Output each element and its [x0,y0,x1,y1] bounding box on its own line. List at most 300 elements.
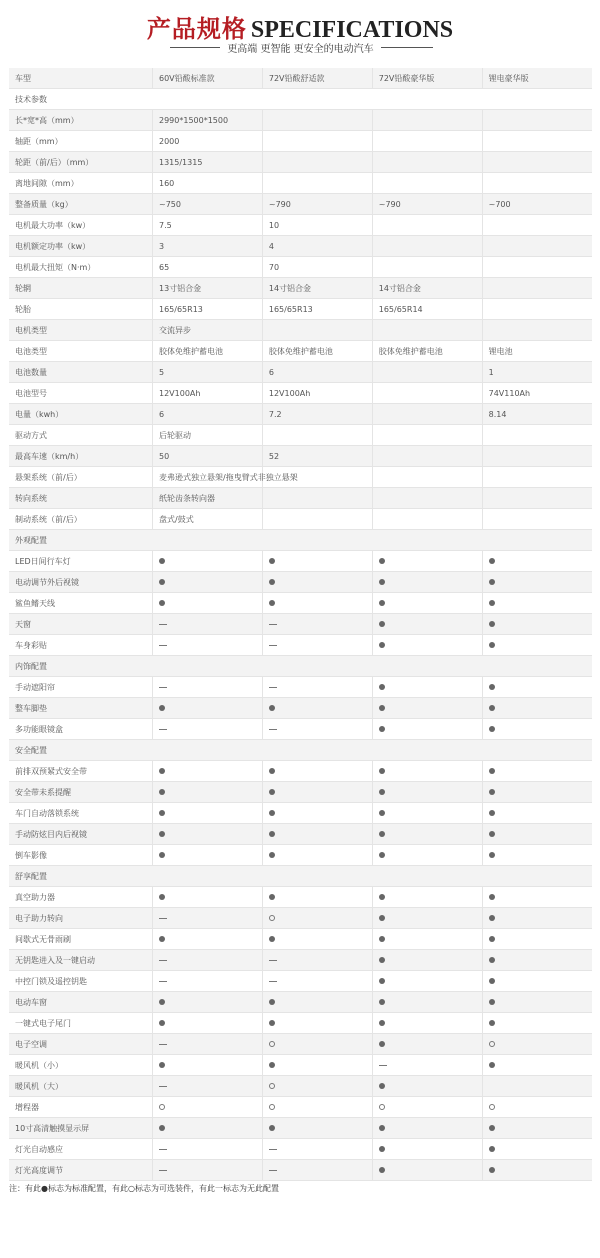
row-label: 10寸高清触摸显示屏 [9,1118,153,1139]
table-cell [262,425,372,446]
feature-cell [372,1034,482,1055]
feature-cell [372,677,482,698]
standard-dot-icon [159,1020,165,1026]
feature-cell [372,635,482,656]
row-label: 轴距（mm） [9,131,153,152]
table-cell: 12V100Ah [262,383,372,404]
table-cell: 2990*1500*1500 [153,110,263,131]
table-cell [372,362,482,383]
subtitle-divider-right [381,47,433,48]
row-label: 轮距（前/后）（mm） [9,152,153,173]
table-cell: 胶体免维护蓄电池 [153,341,263,362]
feature-cell [372,971,482,992]
feature-cell [372,908,482,929]
feature-cell [482,614,592,635]
table-row [9,950,592,971]
feature-cell [153,1160,263,1181]
feature-cell [262,971,372,992]
table-cell: 4 [262,236,372,257]
standard-dot-icon [269,852,275,858]
standard-dot-icon [269,1125,275,1131]
feature-cell [262,698,372,719]
standard-dot-icon [159,831,165,837]
table-cell: 160 [153,173,263,194]
feature-cell [372,1160,482,1181]
table-cell: 纸轮齿条转向器 [153,488,263,509]
standard-dot-icon [379,642,385,648]
feature-cell [372,887,482,908]
feature-cell [153,1034,263,1055]
table-cell [372,446,482,467]
table-cell: ~790 [262,194,372,215]
feature-cell [482,1097,592,1118]
row-label: 手动防炫目内后视镜 [9,824,153,845]
standard-dot-icon [489,1020,495,1026]
feature-cell [153,719,263,740]
feature-cell [153,887,263,908]
table-row [9,404,592,425]
row-label: 灯光高度调节 [9,1160,153,1181]
table-row [9,971,592,992]
table-cell [372,152,482,173]
section-title: 技术参数 [9,89,592,110]
feature-cell [153,1055,263,1076]
row-label: 悬架系统（前/后） [9,467,153,488]
feature-cell [482,761,592,782]
table-cell: 70 [262,257,372,278]
standard-dot-icon [489,915,495,921]
feature-cell [372,593,482,614]
feature-cell [372,1097,482,1118]
table-row [9,467,592,488]
table-cell: 50 [153,446,263,467]
not-available-dash-icon [159,729,167,730]
table-row [9,299,592,320]
feature-cell [153,908,263,929]
table-row [9,1160,592,1181]
feature-cell [482,677,592,698]
section-title: 外观配置 [9,530,592,551]
feature-cell [262,761,372,782]
feature-cell [262,572,372,593]
table-cell: 1315/1315 [153,152,263,173]
standard-dot-icon [379,705,385,711]
standard-dot-icon [489,978,495,984]
section-title: 安全配置 [9,740,592,761]
table-row [9,908,592,929]
not-available-dash-icon [269,687,277,688]
table-cell: 14寸铝合金 [372,278,482,299]
table-row [9,992,592,1013]
not-available-dash-icon [159,624,167,625]
table-cell: 165/65R13 [153,299,263,320]
not-available-dash-icon [379,1065,387,1066]
table-cell: 麦弗逊式独立悬架/拖曳臂式非独立悬架 [153,467,263,488]
feature-cell [372,1118,482,1139]
row-label: 手动遮阳帘 [9,677,153,698]
not-available-dash-icon [269,1170,277,1171]
table-row [9,488,592,509]
table-cell [482,488,592,509]
table-cell: 1 [482,362,592,383]
table-row [9,1139,592,1160]
feature-cell [262,1034,372,1055]
standard-dot-icon [489,726,495,732]
table-cell: 胶体免维护蓄电池 [372,341,482,362]
feature-cell [153,1139,263,1160]
standard-dot-icon [379,894,385,900]
table-row [9,719,592,740]
not-available-dash-icon [269,729,277,730]
feature-cell [482,803,592,824]
row-label: 电机最大功率（kw） [9,215,153,236]
feature-cell [262,593,372,614]
table-cell: 6 [153,404,263,425]
feature-cell [372,950,482,971]
row-label: 多功能眼镜盒 [9,719,153,740]
table-cell [482,173,592,194]
table-cell: 14寸铝合金 [262,278,372,299]
optional-circle-icon [269,1104,275,1110]
optional-circle-icon [269,915,275,921]
feature-cell [372,1139,482,1160]
table-row [9,1118,592,1139]
section-row [9,866,592,887]
feature-cell [262,677,372,698]
standard-dot-icon [159,810,165,816]
row-label: 无钥匙进入及一键启动 [9,950,153,971]
standard-dot-icon [489,642,495,648]
standard-dot-icon [269,600,275,606]
table-cell: 7.5 [153,215,263,236]
feature-cell [482,908,592,929]
feature-cell [262,992,372,1013]
table-header-row [9,68,592,89]
table-cell: 交流异步 [153,320,263,341]
feature-cell [372,698,482,719]
table-row [9,215,592,236]
row-label: 电池类型 [9,341,153,362]
table-cell [482,131,592,152]
not-available-dash-icon [159,1149,167,1150]
feature-cell [153,992,263,1013]
feature-cell [153,1118,263,1139]
table-cell: 锂电池 [482,341,592,362]
standard-dot-icon [489,684,495,690]
row-label: 一键式电子尾门 [9,1013,153,1034]
subtitle-row [0,40,600,54]
feature-cell [262,950,372,971]
table-cell [372,320,482,341]
standard-dot-icon [379,852,385,858]
table-cell [262,131,372,152]
standard-dot-icon [379,915,385,921]
feature-cell [482,824,592,845]
standard-dot-icon [159,999,165,1005]
standard-dot-icon [379,1167,385,1173]
table-cell [262,110,372,131]
feature-cell [482,845,592,866]
feature-cell [262,719,372,740]
optional-circle-icon [489,1104,495,1110]
subtitle-divider-left [170,47,220,48]
feature-cell [262,782,372,803]
standard-dot-icon [269,768,275,774]
standard-dot-icon [379,957,385,963]
row-label: 真空助力器 [9,887,153,908]
row-label: 间歇式无骨雨刷 [9,929,153,950]
table-row [9,1076,592,1097]
page-header [0,0,600,68]
standard-dot-icon [379,936,385,942]
row-label: 天窗 [9,614,153,635]
standard-dot-icon [489,957,495,963]
table-row [9,887,592,908]
table-cell: 6 [262,362,372,383]
standard-dot-icon [159,705,165,711]
table-row [9,929,592,950]
feature-cell [153,803,263,824]
section-row [9,656,592,677]
feature-cell [372,551,482,572]
standard-dot-icon [269,1062,275,1068]
standard-dot-icon [269,831,275,837]
table-cell: ~790 [372,194,482,215]
table-cell: 74V110Ah [482,383,592,404]
row-label: 前排双预紧式安全带 [9,761,153,782]
feature-cell [153,572,263,593]
table-row [9,341,592,362]
row-label: 中控门锁及遥控钥匙 [9,971,153,992]
not-available-dash-icon [159,918,167,919]
standard-dot-icon [379,579,385,585]
table-row [9,845,592,866]
not-available-dash-icon [269,981,277,982]
standard-dot-icon [379,684,385,690]
table-cell: 盘式/鼓式 [153,509,263,530]
table-row [9,131,592,152]
feature-cell [482,971,592,992]
standard-dot-icon [379,600,385,606]
feature-cell [482,1139,592,1160]
table-row [9,635,592,656]
standard-dot-icon [269,936,275,942]
table-cell [482,425,592,446]
feature-cell [262,887,372,908]
standard-dot-icon [159,852,165,858]
table-cell: 13寸铝合金 [153,278,263,299]
standard-dot-icon [489,600,495,606]
table-cell [372,467,482,488]
table-cell: 胶体免维护蓄电池 [262,341,372,362]
not-available-dash-icon [159,1086,167,1087]
feature-cell [262,845,372,866]
row-label: 电池数量 [9,362,153,383]
standard-dot-icon [269,1020,275,1026]
title-chinese: 产品规格 [146,15,247,43]
row-label: 暖风机（小） [9,1055,153,1076]
row-label: 电动调节外后视镜 [9,572,153,593]
table-row [9,383,592,404]
table-cell: 3 [153,236,263,257]
standard-dot-icon [159,768,165,774]
feature-cell [262,635,372,656]
standard-dot-icon [379,768,385,774]
feature-cell [153,614,263,635]
not-available-dash-icon [159,1170,167,1171]
table-cell: 12V100Ah [153,383,263,404]
standard-dot-icon [269,999,275,1005]
not-available-dash-icon [269,960,277,961]
feature-cell [262,1160,372,1181]
column-header: 锂电豪华版 [482,68,592,89]
feature-cell [372,1076,482,1097]
table-row [9,761,592,782]
feature-cell [153,845,263,866]
table-cell: 7.2 [262,404,372,425]
section-row [9,740,592,761]
not-available-dash-icon [269,645,277,646]
standard-dot-icon [379,789,385,795]
row-label: 车身彩贴 [9,635,153,656]
feature-cell [482,635,592,656]
table-row [9,320,592,341]
feature-cell [262,824,372,845]
spec-table-body [9,68,592,1181]
section-row [9,530,592,551]
row-label: 倒车影像 [9,845,153,866]
table-cell: 165/65R13 [262,299,372,320]
table-cell: 8.14 [482,404,592,425]
standard-dot-icon [489,789,495,795]
feature-cell [153,950,263,971]
table-cell [482,278,592,299]
standard-dot-icon [379,810,385,816]
table-cell [482,110,592,131]
table-row [9,446,592,467]
row-label: 整备质量（kg） [9,194,153,215]
table-cell [372,404,482,425]
spec-table [9,68,592,1181]
feature-cell [372,845,482,866]
column-header: 72V铅酸豪华版 [372,68,482,89]
not-available-dash-icon [159,1044,167,1045]
not-available-dash-icon [269,624,277,625]
feature-cell [372,1055,482,1076]
table-cell [372,425,482,446]
row-label: 暖风机（大） [9,1076,153,1097]
table-cell [482,257,592,278]
standard-dot-icon [489,810,495,816]
standard-dot-icon [269,558,275,564]
table-cell [482,152,592,173]
table-cell [262,320,372,341]
table-row [9,614,592,635]
table-cell [482,299,592,320]
table-cell [372,488,482,509]
table-cell [482,467,592,488]
table-cell [262,509,372,530]
column-header: 72V铅酸舒适款 [262,68,372,89]
feature-cell [482,572,592,593]
feature-cell [372,929,482,950]
row-label: 电量（kwh） [9,404,153,425]
feature-cell [262,551,372,572]
feature-cell [372,803,482,824]
table-cell [372,173,482,194]
section-title: 内饰配置 [9,656,592,677]
standard-dot-icon [379,1125,385,1131]
row-label: 灯光自动感应 [9,1139,153,1160]
table-row [9,698,592,719]
standard-dot-icon [269,705,275,711]
table-row [9,278,592,299]
feature-cell [372,782,482,803]
section-title: 舒享配置 [9,866,592,887]
feature-cell [482,1118,592,1139]
row-label: 电机类型 [9,320,153,341]
optional-circle-icon [269,1041,275,1047]
standard-dot-icon [379,1146,385,1152]
standard-dot-icon [379,726,385,732]
table-cell [372,509,482,530]
feature-cell [482,887,592,908]
standard-dot-icon [489,621,495,627]
standard-dot-icon [489,1125,495,1131]
feature-cell [262,614,372,635]
standard-dot-icon [489,705,495,711]
feature-cell [482,1076,592,1097]
table-cell [372,215,482,236]
feature-cell [262,929,372,950]
row-label: 车门自动落锁系统 [9,803,153,824]
feature-cell [482,950,592,971]
feature-cell [482,782,592,803]
feature-cell [372,719,482,740]
standard-dot-icon [379,999,385,1005]
table-row [9,803,592,824]
standard-dot-icon [379,558,385,564]
feature-cell [153,551,263,572]
feature-cell [372,614,482,635]
standard-dot-icon [269,810,275,816]
table-row [9,173,592,194]
table-cell [482,509,592,530]
table-cell: 2000 [153,131,263,152]
feature-cell [482,698,592,719]
row-label: 增程器 [9,1097,153,1118]
feature-cell [153,635,263,656]
standard-dot-icon [489,579,495,585]
feature-cell [482,551,592,572]
row-label: LED日间行车灯 [9,551,153,572]
table-row [9,572,592,593]
feature-cell [262,908,372,929]
standard-dot-icon [379,1020,385,1026]
table-row [9,1055,592,1076]
standard-dot-icon [379,978,385,984]
table-cell [262,173,372,194]
table-cell [482,320,592,341]
row-label: 电机额定功率（kw） [9,236,153,257]
feature-cell [262,1013,372,1034]
feature-cell [372,824,482,845]
table-cell [482,215,592,236]
standard-dot-icon [269,579,275,585]
feature-cell [262,1118,372,1139]
optional-circle-icon [269,1083,275,1089]
not-available-dash-icon [159,960,167,961]
